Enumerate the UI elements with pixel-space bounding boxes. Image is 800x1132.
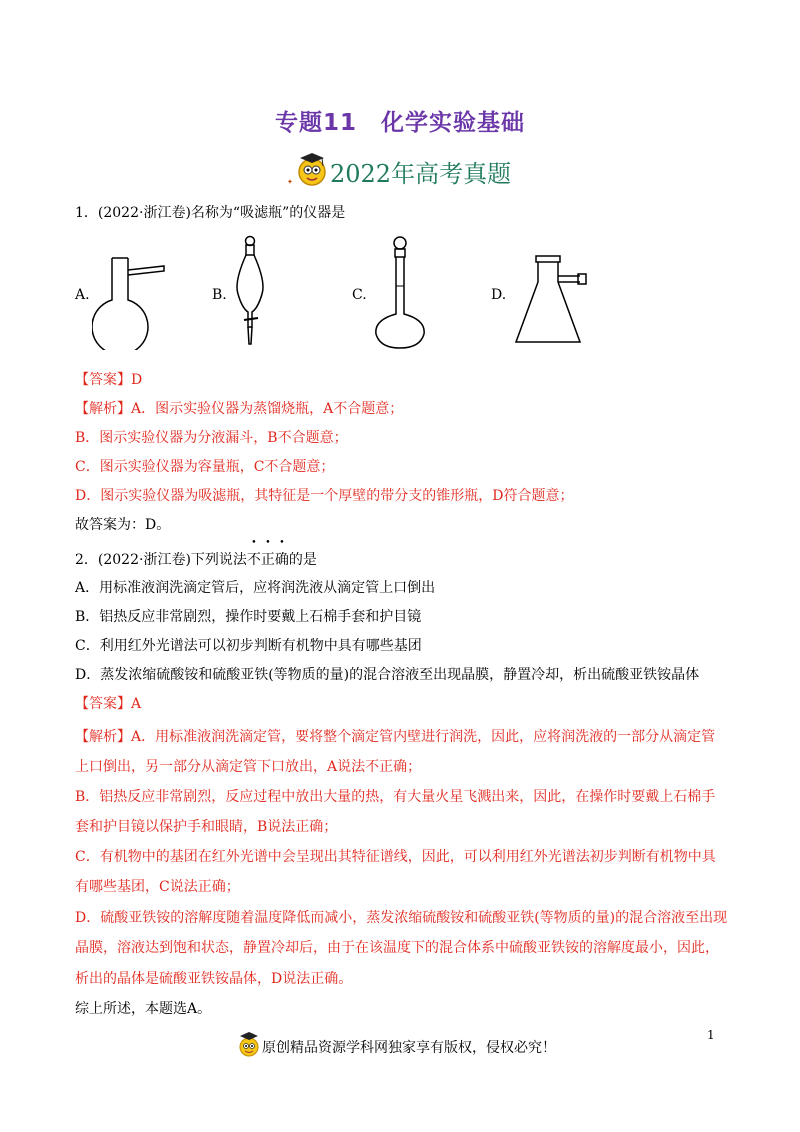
q2-option-d: D．蒸发浓缩硫酸铵和硫酸亚铁(等物质的量)的混合溶液至出现晶膜，静置冷却，析出硫酸亚铁铵晶体 bbox=[75, 667, 700, 683]
mascot-icon bbox=[286, 150, 330, 188]
q2-stem: 2．(2022·浙江卷)下列说法不正确的是 bbox=[75, 552, 317, 568]
q2-option-b: B．铝热反应非常剧烈，操作时要戴上石棉手套和护目镜 bbox=[75, 609, 422, 625]
q2-option-c: C．利用红外光谱法可以初步判断有机物中具有哪些基团 bbox=[75, 638, 422, 654]
suction-flask-icon bbox=[510, 254, 594, 346]
q2-conclusion: 综上所述，本题选A。 bbox=[75, 1001, 212, 1017]
volumetric-flask-icon bbox=[370, 234, 430, 352]
q1-analysis-line-4: D．图示实验仪器为吸滤瓶，其特征是一个厚壁的带分支的锥形瓶，D符合题意； bbox=[75, 488, 574, 504]
emphasis-char: 确 bbox=[274, 552, 289, 568]
q1-stem: 1．(2022·浙江卷)名称为“吸滤瓶”的仪器是 bbox=[75, 205, 346, 221]
q2-analysis-line-3: B．铝热反应非常剧烈，反应过程中放出大量的热，有大量火星飞溅出来，因此，在操作时要戴上石棉手 bbox=[75, 789, 716, 805]
q1-answer: 【答案】D bbox=[75, 372, 143, 388]
footer-mascot-icon bbox=[236, 1030, 262, 1060]
q2-analysis-line-9: 析出的晶体是硫酸亚铁铵晶体，D说法正确。 bbox=[75, 971, 353, 987]
q2-analysis-line-2: 上口倒出，另一部分从滴定管下口放出，A说法不正确； bbox=[75, 759, 422, 775]
q1-analysis-line-1: 【解析】A．图示实验仪器为蒸馏烧瓶，A不合题意； bbox=[75, 401, 404, 417]
separatory-funnel-icon bbox=[228, 232, 272, 352]
q1-conclusion: 故答案为：D。 bbox=[75, 517, 171, 533]
q2-analysis-line-7: D．硫酸亚铁铵的溶解度随着温度降低而减小，蒸发浓缩硫酸铵和硫酸亚铁(等物质的量)的混合溶液至出现 bbox=[75, 910, 728, 926]
page-title: 专题11 化学实验基础 bbox=[274, 110, 525, 136]
q1-option-b-label: B. bbox=[212, 287, 227, 303]
q2-analysis-line-4: 套和护目镜以保护手和眼睛，B说法正确； bbox=[75, 819, 338, 835]
emphasis-char: 不 bbox=[246, 552, 261, 568]
q1-analysis-line-3: C．图示实验仪器为容量瓶，C不合题意； bbox=[75, 459, 335, 475]
svg-text:✦: ✦ bbox=[287, 178, 293, 186]
q2-analysis-line-1: 【解析】A．用标准液润洗滴定管，要将整个滴定管内壁进行润洗，因此，应将润洗液的一部分从滴定管 bbox=[75, 729, 716, 745]
emphasis-char: 正 bbox=[260, 552, 275, 568]
page-number: 1 bbox=[707, 1028, 715, 1042]
section-banner bbox=[0, 150, 800, 190]
q2-analysis-line-8: 晶膜，溶液达到饱和状态，静置冷却后，由于在该温度下的混合体系中硫酸亚铁铵的溶解度最小，因此， bbox=[75, 940, 719, 956]
q2-answer: 【答案】A bbox=[75, 696, 142, 712]
banner-title: 2022年高考真题 bbox=[330, 160, 512, 188]
q1-option-a-label: A. bbox=[75, 287, 90, 303]
q1-option-d-label: D. bbox=[491, 287, 507, 303]
q2-analysis-line-5: C．有机物中的基团在红外光谱中会呈现出其特征谱线，因此，可以利用红外光谱法初步判断有机物中具 bbox=[75, 849, 716, 865]
q1-option-c-label: C. bbox=[352, 287, 367, 303]
distilling-flask-icon bbox=[92, 250, 172, 350]
q1-analysis-line-2: B．图示实验仪器为分液漏斗，B不合题意； bbox=[75, 430, 348, 446]
q2-analysis-line-6: 有哪些基团，C说法正确； bbox=[75, 879, 240, 895]
footer-copyright: 原创精品资源学科网独家享有版权，侵权必究！ bbox=[262, 1040, 556, 1056]
q2-option-a: A．用标准液润洗滴定管后，应将润洗液从滴定管上口倒出 bbox=[75, 580, 436, 596]
